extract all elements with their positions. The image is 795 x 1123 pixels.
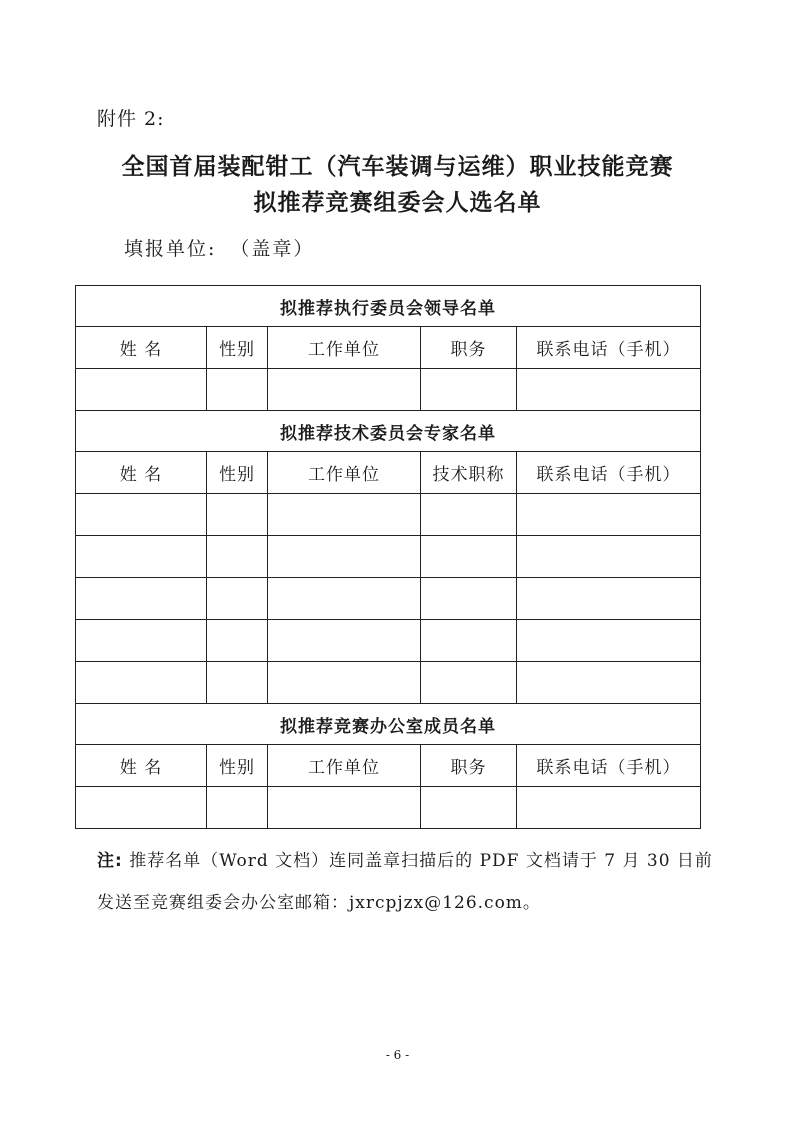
col-phone: 联系电话（手机）	[517, 327, 701, 369]
blank-cell[interactable]	[268, 578, 421, 620]
note-line-1	[97, 846, 713, 871]
blank-cell[interactable]	[421, 578, 517, 620]
blank-cell[interactable]	[421, 536, 517, 578]
col-gender: 性别	[207, 327, 268, 369]
col-workplace: 工作单位	[268, 452, 421, 494]
blank-cell[interactable]	[517, 620, 701, 662]
blank-cell[interactable]	[517, 787, 701, 829]
blank-cell[interactable]	[76, 620, 207, 662]
col-gender: 性别	[207, 452, 268, 494]
note-text-1: 推荐名单（Word 文档）连同盖章扫描后的 PDF 文档请于 7 月 30 日前	[129, 851, 713, 871]
blank-cell[interactable]	[517, 662, 701, 704]
table-row	[76, 787, 701, 829]
reporting-unit	[124, 234, 314, 261]
blank-cell[interactable]	[421, 620, 517, 662]
blank-cell[interactable]	[268, 369, 421, 411]
blank-cell[interactable]	[76, 494, 207, 536]
blank-cell[interactable]	[268, 662, 421, 704]
col-workplace: 工作单位	[268, 327, 421, 369]
nomination-table	[75, 285, 701, 829]
col-phone: 联系电话（手机）	[517, 745, 701, 787]
blank-cell[interactable]	[517, 536, 701, 578]
table-row	[76, 620, 701, 662]
blank-cell[interactable]	[207, 536, 268, 578]
table-header-row	[76, 452, 701, 494]
table-row	[76, 662, 701, 704]
blank-cell[interactable]	[268, 536, 421, 578]
col-workplace: 工作单位	[268, 745, 421, 787]
table-row	[76, 369, 701, 411]
blank-cell[interactable]	[421, 662, 517, 704]
blank-cell[interactable]	[207, 662, 268, 704]
blank-cell[interactable]	[76, 578, 207, 620]
document-title: 全国首届装配钳工（汽车装调与运维）职业技能竞赛	[121, 154, 674, 180]
blank-cell[interactable]	[421, 369, 517, 411]
blank-cell[interactable]	[517, 494, 701, 536]
section-title-row	[76, 704, 701, 745]
blank-cell[interactable]	[421, 787, 517, 829]
section-title-row	[76, 286, 701, 327]
blank-cell[interactable]	[268, 787, 421, 829]
blank-cell[interactable]	[268, 620, 421, 662]
blank-cell[interactable]	[76, 787, 207, 829]
col-gender: 性别	[207, 745, 268, 787]
attachment-label: 附件 2:	[97, 108, 165, 130]
page-number: - 6 -	[385, 1048, 410, 1062]
blank-cell[interactable]	[207, 494, 268, 536]
blank-cell[interactable]	[268, 494, 421, 536]
table-row	[76, 536, 701, 578]
blank-cell[interactable]	[421, 494, 517, 536]
table-row	[76, 578, 701, 620]
unit-stamp: （盖章）	[230, 238, 315, 260]
blank-cell[interactable]	[207, 369, 268, 411]
section-title-office: 拟推荐竞赛办公室成员名单	[76, 704, 701, 745]
col-position: 职务	[421, 745, 517, 787]
col-title: 技术职称	[421, 452, 517, 494]
section-title-technical: 拟推荐技术委员会专家名单	[76, 411, 701, 452]
blank-cell[interactable]	[207, 787, 268, 829]
col-name: 姓 名	[76, 327, 207, 369]
unit-label: 填报单位:	[124, 238, 217, 260]
blank-cell[interactable]	[76, 536, 207, 578]
note-line-2: 发送至竞赛组委会办公室邮箱：jxrcpjzx@126.com。	[97, 893, 541, 913]
col-phone: 联系电话（手机）	[517, 452, 701, 494]
col-position: 职务	[421, 327, 517, 369]
table-row	[76, 494, 701, 536]
col-name: 姓 名	[76, 745, 207, 787]
blank-cell[interactable]	[207, 578, 268, 620]
document-subtitle: 拟推荐竞赛组委会人选名单	[253, 190, 542, 216]
blank-cell[interactable]	[76, 662, 207, 704]
blank-cell[interactable]	[517, 578, 701, 620]
note-label: 注:	[97, 851, 123, 871]
table-header-row	[76, 327, 701, 369]
col-name: 姓 名	[76, 452, 207, 494]
blank-cell[interactable]	[76, 369, 207, 411]
section-title-executive: 拟推荐执行委员会领导名单	[76, 286, 701, 327]
section-title-row	[76, 411, 701, 452]
table-header-row	[76, 745, 701, 787]
blank-cell[interactable]	[517, 369, 701, 411]
blank-cell[interactable]	[207, 620, 268, 662]
